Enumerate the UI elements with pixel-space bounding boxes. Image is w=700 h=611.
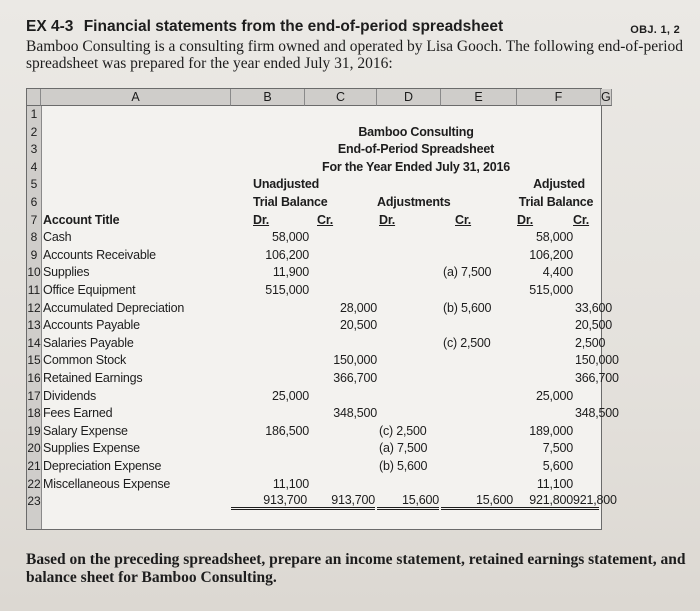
account-name: Salaries Payable [43,335,134,350]
amount-adj-dr: (a) 7,500 [379,441,428,456]
row-number: 17 [27,388,42,406]
amount-atb-cr: 150,000 [575,353,619,368]
row-number: 7 [27,212,42,230]
exercise-intro: Bamboo Consulting is a consulting firm owned and operated by Lisa Gooch. The following end-of-period spreadsheet was prepared for the year ended July 31, 2016: [26,38,684,72]
amount-adj-cr: (b) 5,600 [443,300,492,315]
company-name: Bamboo Consulting [358,124,474,139]
credit-header: Cr. [455,212,472,227]
row-number: 11 [27,282,42,300]
account-title-header: Account Title [43,212,120,227]
amount-atb-cr: 2,500 [575,335,606,350]
amount-atb-dr: 515,000 [529,283,573,297]
amount-adj-dr: (b) 5,600 [379,459,428,473]
debit-header: Dr. [517,212,534,227]
amount-atb-dr: 11,100 [536,476,573,491]
row-number: 12 [27,300,42,318]
account-name: Supplies [43,265,90,280]
amount-atb-dr: 5,600 [542,459,573,473]
row-number: 22 [27,476,42,494]
row-number: 16 [27,370,42,388]
account-name: Accumulated Depreciation [43,300,185,315]
adjusted-trial-balance-label: Trial Balance [518,195,594,209]
row-number: 14 [27,335,42,353]
spreadsheet [26,88,619,530]
spreadsheet-period: For the Year Ended July 31, 2016 [322,159,510,174]
total-adj-dr: 15,600 [377,494,439,510]
credit-header: Cr. [573,212,590,227]
amount-atb-cr: 20,500 [575,318,613,333]
trial-balance-label: Trial Balance [253,195,328,209]
exercise-number: EX 4-3 [26,18,74,35]
column-header-b: B [231,89,305,106]
row-number: 8 [27,229,42,247]
column-header-a: A [41,89,231,106]
amount-tb-cr: 150,000 [333,353,377,368]
account-name: Supplies Expense [43,441,140,456]
row-number: 23 [27,493,42,511]
column-header-e: E [441,89,517,106]
account-name: Fees Earned [43,406,113,421]
account-name: Depreciation Expense [43,459,162,473]
amount-tb-dr: 11,100 [272,476,309,491]
column-header-g: G [601,90,611,104]
row-number: 20 [27,440,42,458]
column-header-d: D [377,89,441,106]
account-name: Miscellaneous Expense [43,476,171,491]
unadjusted-label: Unadjusted [253,177,320,192]
row-number: 1 [27,106,42,124]
amount-atb-cr: 33,600 [575,300,613,315]
account-name: Common Stock [43,353,127,368]
total-atb-cr: 921,800 [573,494,599,510]
amount-atb-dr: 58,000 [535,230,573,245]
row-number: 4 [27,159,42,177]
amount-atb-cr: 366,700 [575,371,619,385]
account-name: Salary Expense [43,423,128,438]
objectives-label: OBJ. 1, 2 [630,24,680,36]
spreadsheet-title: End-of-Period Spreadsheet [337,142,495,157]
total-tb-dr: 913,700 [231,494,307,510]
row-number: 6 [27,194,42,212]
adjustments-label: Adjustments [377,195,451,209]
row-number: 18 [27,405,42,423]
account-name: Office Equipment [43,283,136,297]
amount-tb-cr: 366,700 [333,371,377,385]
row-number: 15 [27,352,42,370]
amount-adj-cr: (a) 7,500 [443,265,492,280]
amount-atb-dr: 7,500 [542,441,573,456]
amount-atb-dr: 25,000 [535,388,573,403]
amount-atb-cr: 348,500 [575,406,619,421]
row-number: 9 [27,247,42,265]
total-atb-dr: 921,800 [509,494,573,510]
account-name: Retained Earnings [43,371,143,385]
adjusted-label: Adjusted [533,177,585,192]
corner-cell [27,89,41,106]
amount-tb-dr: 515,000 [265,283,309,297]
amount-tb-dr: 106,200 [265,247,309,262]
row-header-filler [27,511,42,529]
exercise-title [26,18,686,36]
account-name: Dividends [43,388,97,403]
amount-atb-dr: 106,200 [529,247,573,262]
amount-tb-dr: 25,000 [271,388,309,403]
amount-atb-dr: 189,000 [529,423,573,438]
total-tb-cr: 913,700 [305,494,375,510]
amount-tb-cr: 20,500 [339,318,377,333]
amount-atb-dr: 4,400 [542,265,573,280]
account-name: Accounts Receivable [43,247,156,262]
row-number: 13 [27,317,42,335]
column-header-f: F [517,89,601,106]
exercise-heading: Financial statements from the end-of-period spreadsheet [83,18,504,35]
row-number: 5 [27,176,42,194]
amount-tb-dr: 186,500 [265,423,309,438]
amount-adj-dr: (c) 2,500 [379,423,427,438]
row-number: 21 [27,458,42,476]
debit-header: Dr. [253,212,270,227]
column-header-c: C [305,89,377,106]
credit-header: Cr. [317,212,334,227]
amount-tb-cr: 28,000 [339,300,377,315]
account-name: Cash [43,230,72,245]
row-number: 10 [27,264,42,282]
total-adj-cr: 15,600 [441,494,513,510]
amount-tb-dr: 11,900 [272,265,309,280]
amount-tb-dr: 58,000 [271,230,309,245]
row-number: 19 [27,423,42,441]
exercise-header [26,18,686,72]
row-number: 2 [27,124,42,142]
amount-adj-cr: (c) 2,500 [443,335,491,350]
exercise-instructions: Based on the preceding spreadsheet, prepare an income statement, retained earnings statement, and balance sheet for Bamboo Consulting. [26,551,686,586]
debit-header: Dr. [379,212,396,227]
row-number: 3 [27,141,42,159]
account-name: Accounts Payable [43,318,140,333]
amount-tb-cr: 348,500 [333,406,377,421]
